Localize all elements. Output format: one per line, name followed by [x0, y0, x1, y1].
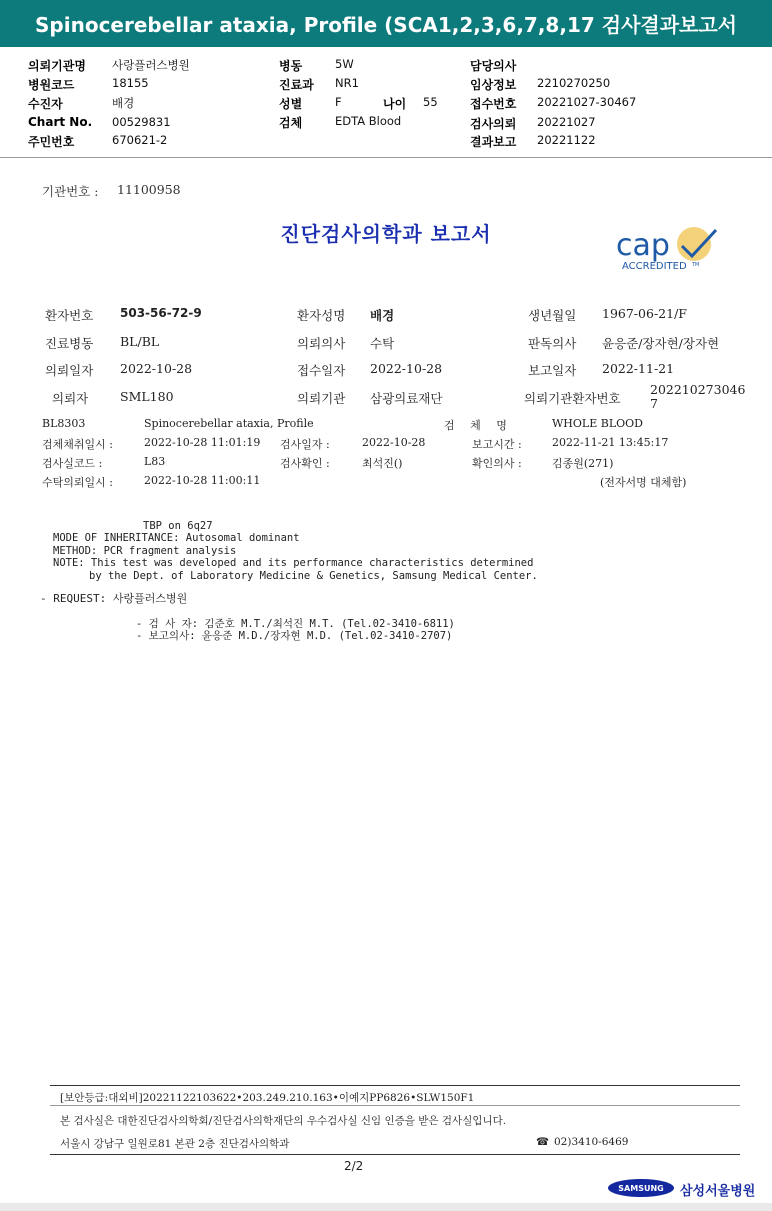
confirm-doc-label: 확인의사 : [472, 457, 522, 470]
hdr-sex-value: F [335, 95, 342, 109]
hospital-name: 삼성서울병원 [680, 1184, 756, 1199]
hdr-patient-value: 배경 [112, 96, 135, 110]
hdr-hospcode-value: 18155 [112, 76, 149, 90]
ward-value: BL/BL [120, 334, 160, 349]
request-date-value: 2022-10-28 [120, 361, 193, 376]
requester-label: 의뢰자 [52, 391, 89, 406]
hdr-age-label: 나이 [383, 97, 407, 111]
report-banner-title: Spinocerebellar ataxia, Profile (SCA1,2,3,6,7,8,17 검사결과보고서 [0, 0, 772, 47]
testdate-value: 2022-10-28 [362, 436, 426, 449]
hdr-ward-label: 병동 [279, 59, 303, 73]
hdr-hospital-label: 의뢰기관명 [28, 59, 86, 73]
hdr-dept-label: 진료과 [279, 78, 314, 92]
testdate-label: 검사일자 : [280, 438, 330, 451]
hdr-rrn-value: 670621-2 [112, 133, 168, 147]
report-title: 진단검사의학과 보고서 [280, 222, 492, 246]
patient-no-label: 환자번호 [45, 308, 94, 323]
hdr-receipt-label: 접수번호 [470, 97, 517, 111]
outsource-label: 수탁의뢰일시 : [42, 476, 113, 489]
reading-doctor-value: 윤응준/장자현/장자현 [602, 336, 720, 351]
hdr-result-label: 결과보고 [470, 135, 517, 149]
outsource-value: 2022-10-28 11:00:11 [144, 474, 261, 487]
specimen-label: 검 체 명 [444, 419, 513, 432]
hdr-patient-label: 수진자 [28, 97, 63, 111]
specimen-value: WHOLE BLOOD [552, 417, 643, 430]
hdr-specimen-value: EDTA Blood [335, 114, 402, 128]
cap-logo-sub: ACCREDITED [622, 261, 687, 272]
collect-label: 검체채취일시 : [42, 438, 113, 451]
requester-doctor-value: 수탁 [370, 336, 395, 351]
bottom-strip [0, 1203, 772, 1211]
room-label: 검사실코드 : [42, 457, 103, 470]
institution-label: 기관번호 : [42, 184, 99, 199]
result-tester: - 검 사 자: 김준호 M.T./최석진 M.T. (Tel.02-3410-6811) [136, 618, 455, 630]
hdr-hospital-value: 사랑플러스병원 [112, 58, 190, 72]
hdr-ward-value: 5W [335, 57, 354, 71]
footer-divider [50, 1085, 740, 1086]
hdr-hospcode-label: 병원코드 [28, 78, 75, 92]
samsung-badge: SAMSUNG [608, 1179, 674, 1197]
cap-logo-text: cap [616, 228, 670, 263]
test-name: Spinocerebellar ataxia, Profile [144, 417, 314, 430]
hdr-result-value: 20221122 [537, 133, 596, 147]
hdr-dept-value: NR1 [335, 76, 359, 90]
hdr-receipt-value: 20221027-30467 [537, 95, 637, 109]
org-patient-no-label: 의뢰기관환자번호 [524, 391, 621, 406]
request-date-label: 의뢰일자 [45, 363, 94, 378]
confirm-label: 검사확인 : [280, 457, 330, 470]
reporttime-label: 보고시간 : [472, 438, 522, 451]
hdr-clinical-value: 2210270250 [537, 76, 611, 90]
header-divider [0, 157, 772, 158]
footer-divider-2 [50, 1105, 740, 1106]
receipt-date-value: 2022-10-28 [370, 361, 443, 376]
hdr-age-value: 55 [423, 95, 438, 109]
result-line-inheritance: MODE OF INHERITANCE: Autosomal dominant [53, 532, 300, 544]
reporttime-value: 2022-11-21 13:45:17 [552, 436, 669, 449]
ward-label: 진료병동 [45, 336, 94, 351]
institution-value: 11100958 [117, 182, 181, 197]
org-patient-no-value-2: 7 [650, 396, 658, 411]
footer-phone: 02)3410-6469 [554, 1136, 629, 1148]
result-line-method: METHOD: PCR fragment analysis [53, 545, 237, 557]
patient-no-value: 503-56-72-9 [120, 306, 202, 320]
hdr-doctor-label: 담당의사 [470, 59, 517, 73]
footer-security: [보안등급:대외비]20221122103622•203.249.210.163•이예지PP6826•SLW150F1 [60, 1092, 475, 1104]
requester-value: SML180 [120, 389, 174, 404]
result-line-locus: TBP on 6q27 [143, 520, 213, 532]
patient-name-value: 배경 [370, 308, 395, 323]
reading-doctor-label: 판독의사 [528, 336, 577, 351]
result-line-note: NOTE: This test was developed and its performance characteristics determined [53, 557, 534, 569]
footer-address: 서울시 강남구 일원로81 본관 2층 진단검사의학과 [60, 1138, 290, 1150]
room-value: L83 [144, 455, 166, 468]
phone-icon: ☎ [536, 1136, 550, 1148]
footer-certification: 본 검사실은 대한진단검사의학회/진단검사의학재단의 우수검사실 신임 인증을 받은 검사실입니다. [60, 1115, 507, 1127]
hdr-specimen-label: 검체 [279, 116, 303, 130]
samsung-hospital-logo [608, 1176, 758, 1202]
requester-doctor-label: 의뢰의사 [297, 336, 346, 351]
org-patient-no-value-1: 202210273046 [650, 382, 746, 397]
hdr-chart-value: 00529831 [112, 115, 171, 129]
confirm-value: 최석진() [362, 457, 403, 470]
test-code: BL8303 [42, 417, 86, 430]
hdr-request-label: 검사의뢰 [470, 117, 517, 131]
footer-divider-3 [50, 1154, 740, 1155]
collect-value: 2022-10-28 11:01:19 [144, 436, 261, 449]
report-date-value: 2022-11-21 [602, 361, 675, 376]
result-line-note-cont: by the Dept. of Laboratory Medicine & Genetics, Samsung Medical Center. [89, 570, 538, 582]
cap-logo-tm: TM [692, 262, 700, 268]
result-reporter: - 보고의사: 윤응준 M.D./장자현 M.D. (Tel.02-3410-2707) [136, 630, 453, 642]
request-org-value: 삼광의료재단 [370, 391, 443, 406]
cap-accredited-logo [612, 224, 722, 274]
hdr-clinical-label: 임상정보 [470, 78, 517, 92]
hdr-rrn-label: 주민번호 [28, 135, 75, 149]
dob-value: 1967-06-21/F [602, 306, 687, 321]
hdr-request-value: 20221027 [537, 115, 596, 129]
hdr-chart-label: Chart No. [28, 115, 93, 129]
esign-note: (전자서명 대체함) [600, 476, 687, 489]
result-request: - REQUEST: 사랑플러스병원 [40, 592, 188, 605]
confirm-doc-value: 김종원(271) [552, 457, 614, 470]
hdr-sex-label: 성별 [279, 97, 303, 111]
report-date-label: 보고일자 [528, 363, 577, 378]
patient-name-label: 환자성명 [297, 308, 346, 323]
page-number: 2/2 [344, 1159, 364, 1173]
request-org-label: 의뢰기관 [297, 391, 346, 406]
dob-label: 생년월일 [528, 308, 577, 323]
receipt-date-label: 접수일자 [297, 363, 346, 378]
